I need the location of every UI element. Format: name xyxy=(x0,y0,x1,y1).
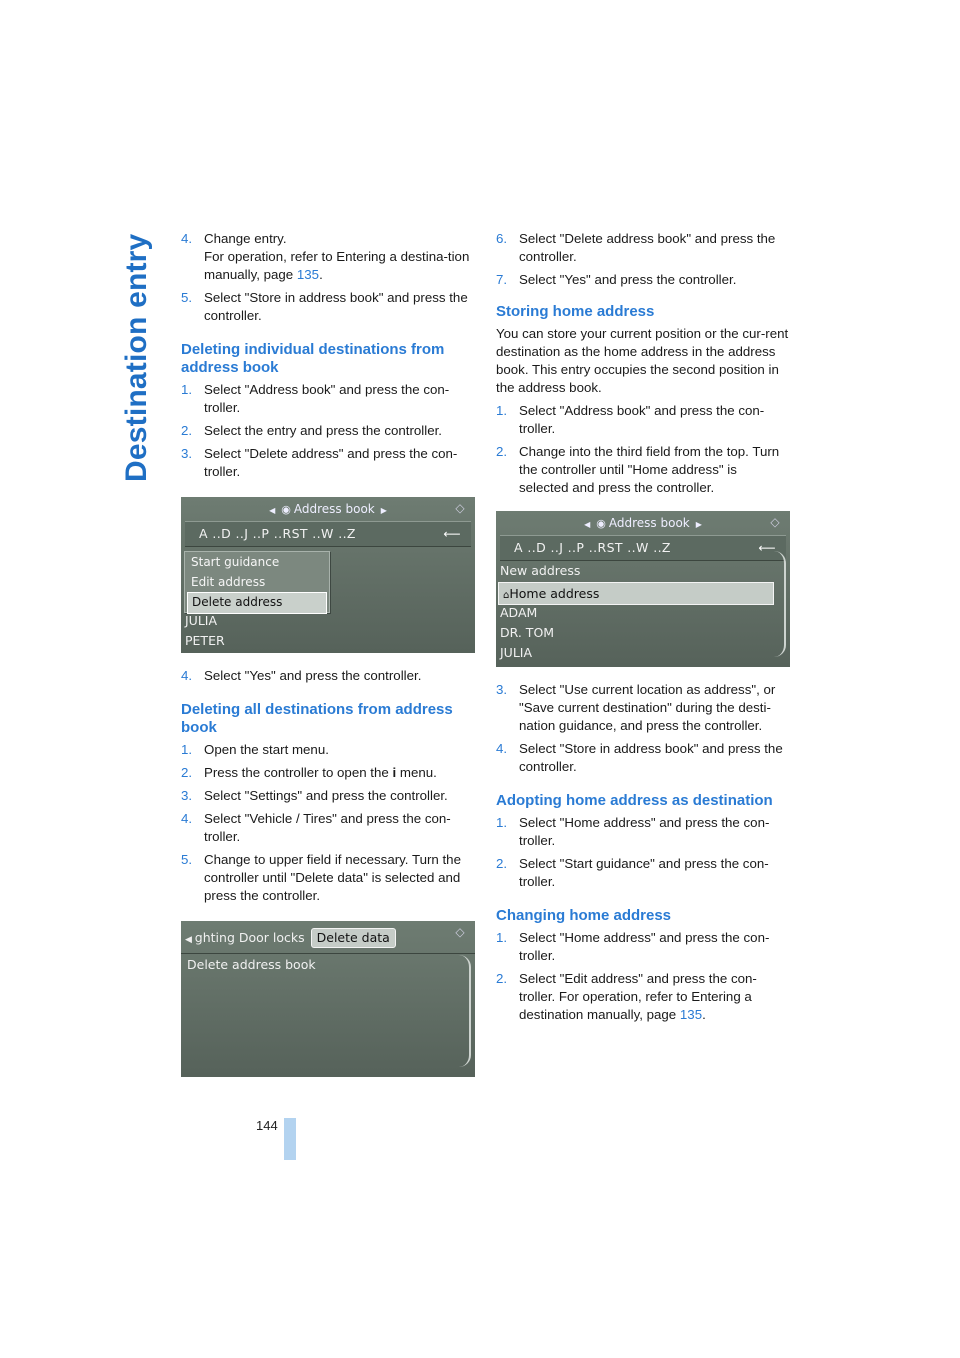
screen-home-address xyxy=(496,511,790,667)
step-item: 7. Select "Yes" and press the controller. xyxy=(496,272,737,287)
page-link[interactable]: 135 xyxy=(296,267,320,282)
step-item: 3. Select "Use current location as address", or "Save current destination" during the desti-nation guidance, and press the controller. xyxy=(496,682,776,733)
screen-tabs: ◀ ghting Door locks Delete data xyxy=(185,927,471,949)
menu-item-delete-address[interactable]: Delete address xyxy=(187,592,327,614)
step-item: 2. Change into the third field from the top. Turn the controller until "Home address" is selected and press the controller. xyxy=(496,444,780,495)
backspace-icon: ⟵ xyxy=(443,527,461,541)
step-item: 1. Select "Address book" and press the con-troller. xyxy=(496,403,765,436)
right-arrow-icon: ▶ xyxy=(695,520,702,529)
page-number: 144 xyxy=(256,1118,278,1133)
page-marker-bar xyxy=(284,1118,296,1160)
list-item-selected[interactable]: ⌂Home address xyxy=(498,582,774,605)
left-arrow-icon: ◀ xyxy=(185,935,195,945)
step-item: 5. Change to upper field if necessary. Turn the controller until "Delete data" is selected and press the controller. xyxy=(181,852,461,903)
alphabet-bar[interactable]: A ..D ..J ..P ..RST ..W ..Z ⟵ xyxy=(500,535,786,561)
backspace-icon: ⟵ xyxy=(758,541,776,555)
screen-delete-data xyxy=(181,921,475,1077)
side-section-title: Destination entry xyxy=(120,233,153,482)
step-item: 6. Select "Delete address book" and press the controller. xyxy=(496,231,776,264)
screen-title: ◀ ◉ Address book ▶ xyxy=(181,500,475,520)
step-item: 2. Select "Start guidance" and press the con-troller. xyxy=(496,856,769,889)
step-item: 1. Open the start menu. xyxy=(181,742,329,757)
step-item: 1. Select "Home address" and press the con-troller. xyxy=(496,930,770,963)
cd-icon: ◉ xyxy=(281,503,291,516)
menu-item-start-guidance[interactable]: Start guidance xyxy=(191,555,280,569)
step-item: 4. Change entry. For operation, refer to Entering a destina-tion manually, page 135. xyxy=(181,231,470,282)
left-arrow-icon: ◀ xyxy=(269,506,276,515)
left-column xyxy=(181,230,475,1091)
right-column xyxy=(496,230,790,1029)
step-item: 2. Press the controller to open the i menu. xyxy=(181,765,437,780)
menu-item-edit-address[interactable]: Edit address xyxy=(191,575,266,589)
scroll-indicator xyxy=(459,955,471,1067)
step-item: 1. Select "Home address" and press the con-troller. xyxy=(496,815,770,848)
step-item: 3. Select "Delete address" and press the con-troller. xyxy=(181,446,458,479)
cd-icon: ◉ xyxy=(596,517,606,530)
popup-menu xyxy=(184,551,330,613)
step-item: 4. Select "Vehicle / Tires" and press the con-troller. xyxy=(181,811,451,844)
step-item: 1. Select "Address book" and press the con-troller. xyxy=(181,382,450,415)
screen-address-book-menu xyxy=(181,497,475,653)
list-item[interactable]: New address xyxy=(500,563,581,578)
step-item: 4. Select "Yes" and press the controller. xyxy=(181,668,422,683)
step-item: 5. Select "Store in address book" and press the controller. xyxy=(181,290,468,323)
paragraph: You can store your current position or the cur-rent destination as the home address in the address book. This entry occupies the second position in the address book. xyxy=(496,326,789,395)
right-arrow-icon: ▶ xyxy=(380,506,387,515)
list-item[interactable]: Delete address book xyxy=(187,957,316,972)
screen-title: ◀ ◉ Address book ▶ xyxy=(496,514,790,534)
section-heading: Adopting home address as destination xyxy=(496,792,773,809)
step-item: 2. Select the entry and press the controller. xyxy=(181,423,442,438)
step-item: 3. Select "Settings" and press the controller. xyxy=(181,788,448,803)
house-icon: ⌂ xyxy=(503,590,510,601)
step-item: 2. Select "Edit address" and press the con-troller. For operation, refer to Entering a destination manually, page 135. xyxy=(496,971,757,1022)
list-item[interactable]: JULIA xyxy=(185,613,218,628)
list-item[interactable]: ADAM xyxy=(500,605,538,620)
section-heading: Changing home address xyxy=(496,907,672,924)
list-item[interactable]: DR. TOM xyxy=(500,625,555,640)
list-item[interactable]: JULIA xyxy=(500,645,533,660)
scroll-indicator xyxy=(774,551,786,657)
section-heading: Deleting individual destinations from address book xyxy=(181,341,445,376)
page-link[interactable]: 135 xyxy=(679,1007,703,1022)
controller-icon: ◇ xyxy=(770,515,780,529)
info-icon: i xyxy=(392,765,397,780)
left-arrow-icon: ◀ xyxy=(584,520,591,529)
controller-icon: ◇ xyxy=(455,925,465,939)
alphabet-bar[interactable]: A ..D ..J ..P ..RST ..W ..Z ⟵ xyxy=(185,521,471,547)
controller-icon: ◇ xyxy=(455,501,465,515)
list-item[interactable]: PETER xyxy=(185,633,225,648)
section-heading: Deleting all destinations from address book xyxy=(181,701,453,736)
step-item: 4. Select "Store in address book" and press the controller. xyxy=(496,741,783,774)
tab-delete-data[interactable]: Delete data xyxy=(311,928,396,948)
section-heading: Storing home address xyxy=(496,303,655,320)
